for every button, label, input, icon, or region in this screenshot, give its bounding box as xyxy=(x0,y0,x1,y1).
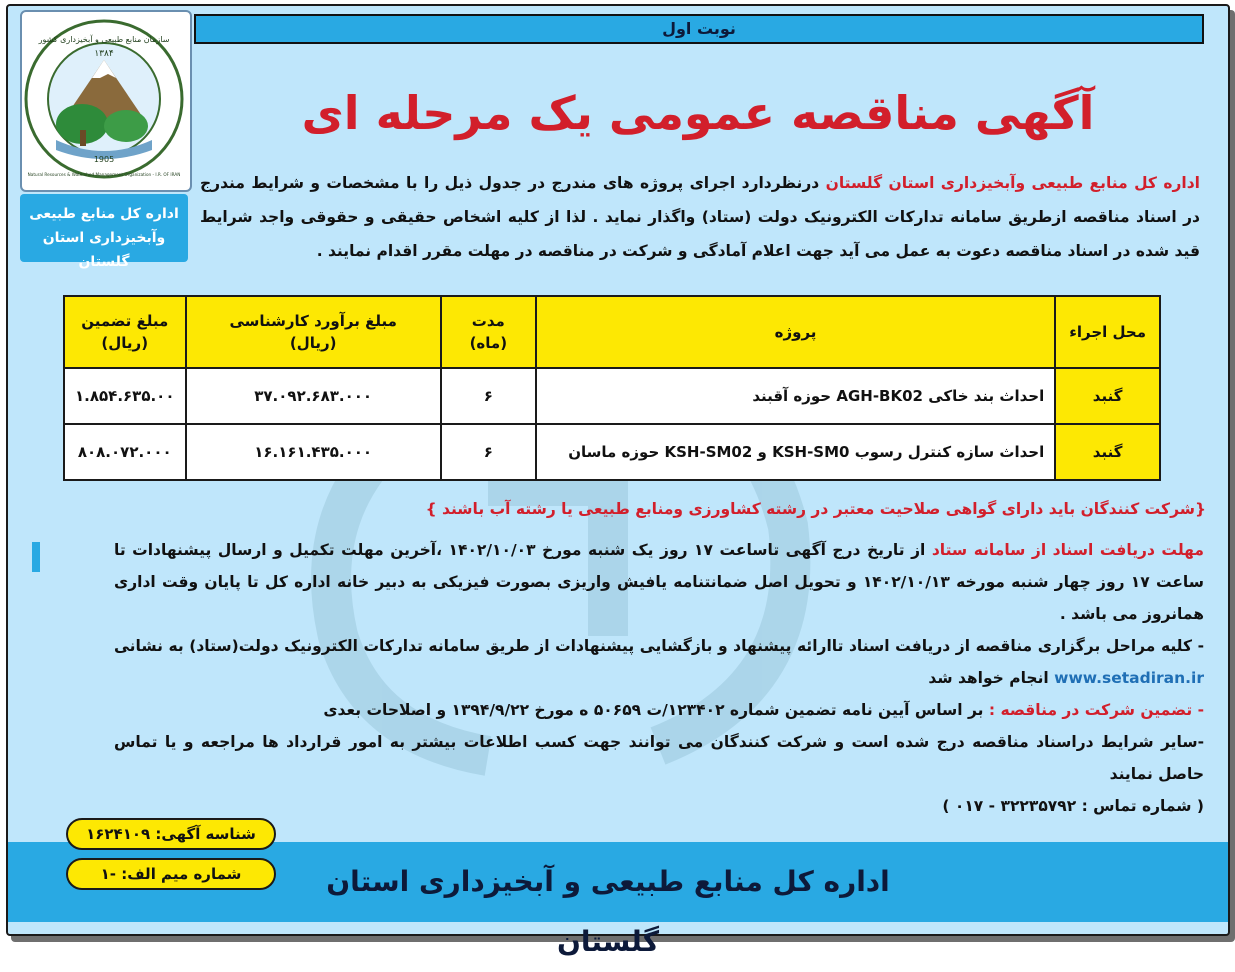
header-duration xyxy=(441,296,536,368)
header-guarantee-label: مبلغ تضمین xyxy=(81,312,169,330)
header-estimate-label: مبلغ برآورد کارشناسی xyxy=(229,312,397,330)
table-row xyxy=(64,424,1160,480)
cell-estimate: ۱۶.۱۶۱.۴۳۵.۰۰۰ xyxy=(186,424,441,480)
logo-year-fa: ۱۳۸۴ xyxy=(94,49,114,59)
page-title: آگهی مناقصه عمومی یک مرحله ای xyxy=(301,86,1095,140)
department-line-1: اداره کل منابع طبیعی xyxy=(29,206,179,222)
cell-project: احداث بند خاکی AGH-BK02 حوزه آقبند xyxy=(536,368,1055,424)
deadline-paragraph xyxy=(114,534,1204,630)
qualification-requirement: {شرکت کنندگان باید دارای گواهی صلاحیت معتبر در رشته کشاورزی ومنابع طبیعی یا رشته آب باشند } xyxy=(425,500,1206,518)
cell-location: گنبد xyxy=(1055,368,1160,424)
ad-frame xyxy=(6,4,1230,958)
deadline-text: از تاریخ درج آگهی تاساعت ۱۷ روز یک شنبه مورخ ۱۴۰۲/۱۰/۰۳ ،آخرین مهلت تکمیل و ارسال پیشنهادات تا ساعت ۱۷ روز چهار شنبه مورخه ۱۴۰۲/۱۰/۱۳ و تحویل اصل ضمانتنامه یافیش واریزی بصورت فیزیکی به دبیر خانه اداره کل تا پایان وقت اداری همانروز می باشد . xyxy=(114,541,1204,623)
table-row xyxy=(64,368,1160,424)
header-duration-unit: (ماه) xyxy=(469,334,508,352)
header-guarantee-unit: (ریال) xyxy=(101,334,149,352)
intro-text: درنظردارد اجرای پروژه های مندرج در جدول ذیل را با مشخصات و شرایط مندرج در اسناد مناقصه ازطریق سامانه تدارکات الکترونیک دولت (ستاد) واگذار نماید . لذا از کلیه اشخاص حقیقی و حقوقی واجد شرایط قید شده در اسناد مناقصه دعوت به عمل می آید جهت اعلام آمادگی و شرکت در مناقصه در مهلت مقرر اقدام نمایند . xyxy=(200,174,1200,260)
table-header-row xyxy=(64,296,1160,368)
guarantee-text: بر اساس آیین نامه تضمین شماره ۱۲۳۴۰۲/ت ۵۰۶۵۹ ه مورخ ۱۳۹۴/۹/۲۲ و اصلاحات بعدی xyxy=(323,701,989,719)
round-label: نوبت اول xyxy=(194,14,1204,44)
other-conditions-paragraph: -سایر شرایط دراسناد مناقصه درج شده است و شرکت کنندگان می توانند جهت کسب اطلاعات بیشتر به امور قرارداد ها مراجعه و یا تماس حاصل نمایند xyxy=(114,733,1204,783)
cell-duration: ۶ xyxy=(441,424,536,480)
cell-guarantee: ۱.۸۵۴.۶۳۵.۰۰ xyxy=(64,368,186,424)
ad-id-badge: شناسه آگهی: ۱۶۲۴۱۰۹ xyxy=(66,818,276,850)
department-line-2: وآبخیزداری استان گلستان xyxy=(42,230,166,270)
header-guarantee xyxy=(64,296,186,368)
header-duration-label: مدت xyxy=(471,312,505,330)
process-end: انجام خواهد شد xyxy=(928,669,1055,687)
logo-org-en: Natural Resources & Watershed Management Organization - I.R. OF IRAN xyxy=(27,172,181,177)
guarantee-label: - تضمین شرکت در مناقصه : xyxy=(988,701,1204,719)
contact-phone: ( شماره تماس : ۳۲۲۳۵۷۹۲ - ۰۱۷ ) xyxy=(942,797,1204,815)
header-estimate-unit: (ریال) xyxy=(289,334,337,352)
process-paragraph xyxy=(114,630,1204,694)
deadline-label: مهلت دریافت اسناد از سامانه ستاد xyxy=(931,541,1204,559)
accent-bar xyxy=(32,542,40,572)
header-estimate xyxy=(186,296,441,368)
tender-table xyxy=(63,295,1161,481)
logo-org-text: سازمان منابع طبیعی و آبخیزداری کشور xyxy=(38,35,170,44)
tender-details xyxy=(114,534,1204,822)
natural-resources-emblem-icon xyxy=(22,12,186,186)
process-text: - کلیه مراحل برگزاری مناقصه از دریافت اسناد تاارائه پیشنهاد و بازگشایی پیشنهادات از طریق سامانه تدارکات الکترونیک دولت(ستاد) به نشانی xyxy=(114,637,1204,655)
cell-guarantee: ۸۰۸.۰۷۲.۰۰۰ xyxy=(64,424,186,480)
header-location: محل اجراء xyxy=(1055,296,1160,368)
logo-year-en: 1905 xyxy=(93,155,115,164)
intro-organization: اداره کل منابع طبیعی وآبخیزداری استان گلستان xyxy=(825,174,1200,192)
organization-logo xyxy=(20,10,192,192)
mim-alef-badge: شماره میم الف: -۱ xyxy=(66,858,276,890)
cell-location: گنبد xyxy=(1055,424,1160,480)
department-box xyxy=(20,194,188,270)
header-project: پروژه xyxy=(536,296,1055,368)
footer-organization: اداره کل منابع طبیعی و آبخیزداری استان گلستان xyxy=(326,865,890,958)
setadiran-link[interactable]: www.setadiran.ir xyxy=(1054,669,1204,687)
intro-paragraph xyxy=(200,166,1200,268)
cell-duration: ۶ xyxy=(441,368,536,424)
cell-project: احداث سازه کنترل رسوب KSH-SM0 و KSH-SM02 حوزه ماسان xyxy=(536,424,1055,480)
guarantee-paragraph xyxy=(114,694,1204,726)
cell-estimate: ۳۷.۰۹۲.۶۸۳.۰۰۰ xyxy=(186,368,441,424)
